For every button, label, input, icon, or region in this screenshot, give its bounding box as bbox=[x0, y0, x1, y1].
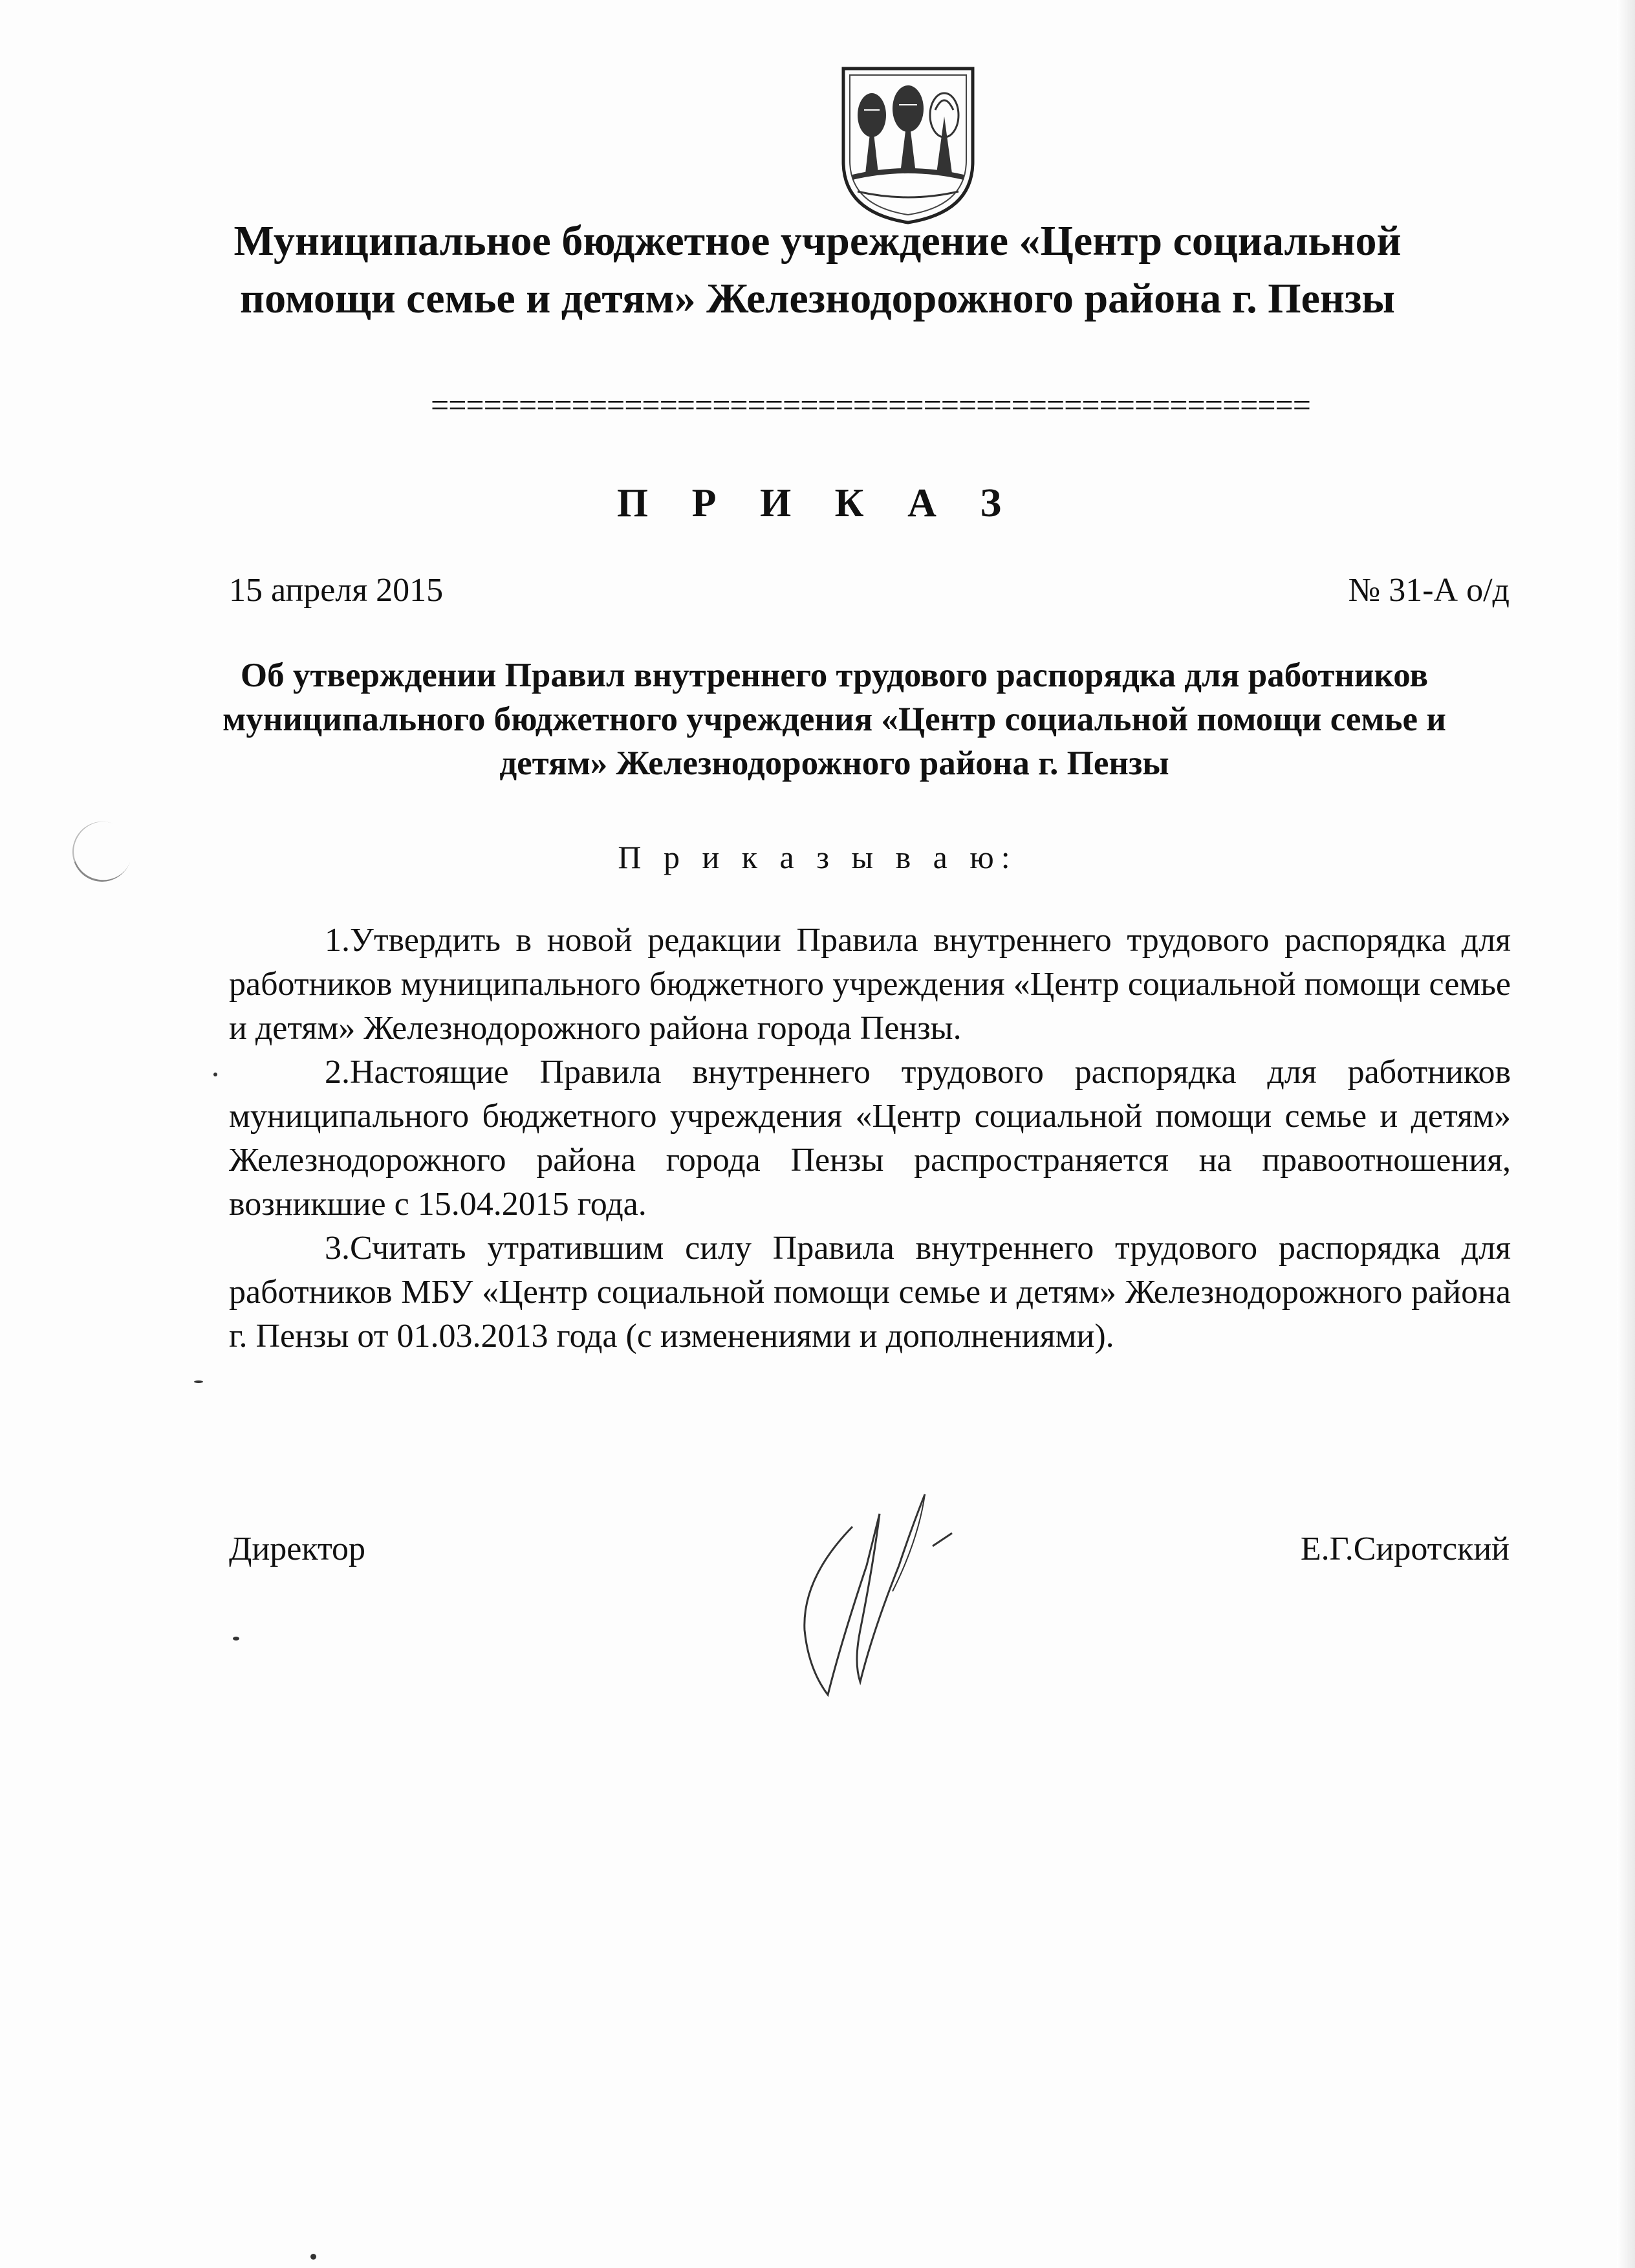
paragraph-2: 2.Настоящие Правила внутреннего трудового распорядка для работников муниципального бюджетного учреждения «Центр социальной помощи семье и детям» Железнодорожного района города Пензы распространяется на правоотношения, возникшие с 15.04.2015 года. bbox=[229, 1054, 1511, 1223]
handwritten-signature-icon bbox=[763, 1436, 983, 1708]
signer-title: Директор bbox=[229, 1531, 365, 1567]
document-number: № 31-А о/д bbox=[1348, 572, 1510, 609]
scan-edge bbox=[1617, 0, 1635, 2268]
scan-speck bbox=[310, 2254, 316, 2260]
scan-speck bbox=[213, 1073, 217, 1076]
scan-speck bbox=[233, 1637, 239, 1641]
document-body bbox=[229, 919, 1511, 1358]
header-divider: ================================================== bbox=[431, 387, 1310, 423]
document-type: П Р И К А З bbox=[616, 481, 1019, 525]
order-verb: П р и к а з ы в а ю: bbox=[618, 839, 1017, 875]
document-subject: Об утверждении Правил внутреннего трудового распорядка для работников муниципального бюджетного учреждения «Центр социальной помощи семье и детям» Железнодорожного района г. Пензы bbox=[222, 657, 1446, 782]
paragraph-1: 1.Утвердить в новой редакции Правила внутреннего трудового распорядка для работников муниципального бюджетного учреждения «Центр социальной помощи семье и детям» Железнодорожного района города Пензы. bbox=[229, 922, 1511, 1047]
paragraph-3: 3.Считать утратившим силу Правила внутреннего трудового распорядка для работников МБУ «Центр социальной помощи семье и детям» Железнодорожного района г. Пензы от 01.03.2013 года (с изменениями и дополнениями). bbox=[229, 1230, 1511, 1355]
document-date: 15 апреля 2015 bbox=[229, 572, 444, 609]
signer-name: Е.Г.Сиротский bbox=[1300, 1531, 1510, 1567]
organization-name: Муниципальное бюджетное учреждение «Центр социальной помощи семье и детям» Железнодорожного района г. Пензы bbox=[233, 217, 1402, 322]
scan-speck bbox=[194, 1380, 203, 1383]
penza-coat-of-arms-icon bbox=[838, 65, 978, 225]
